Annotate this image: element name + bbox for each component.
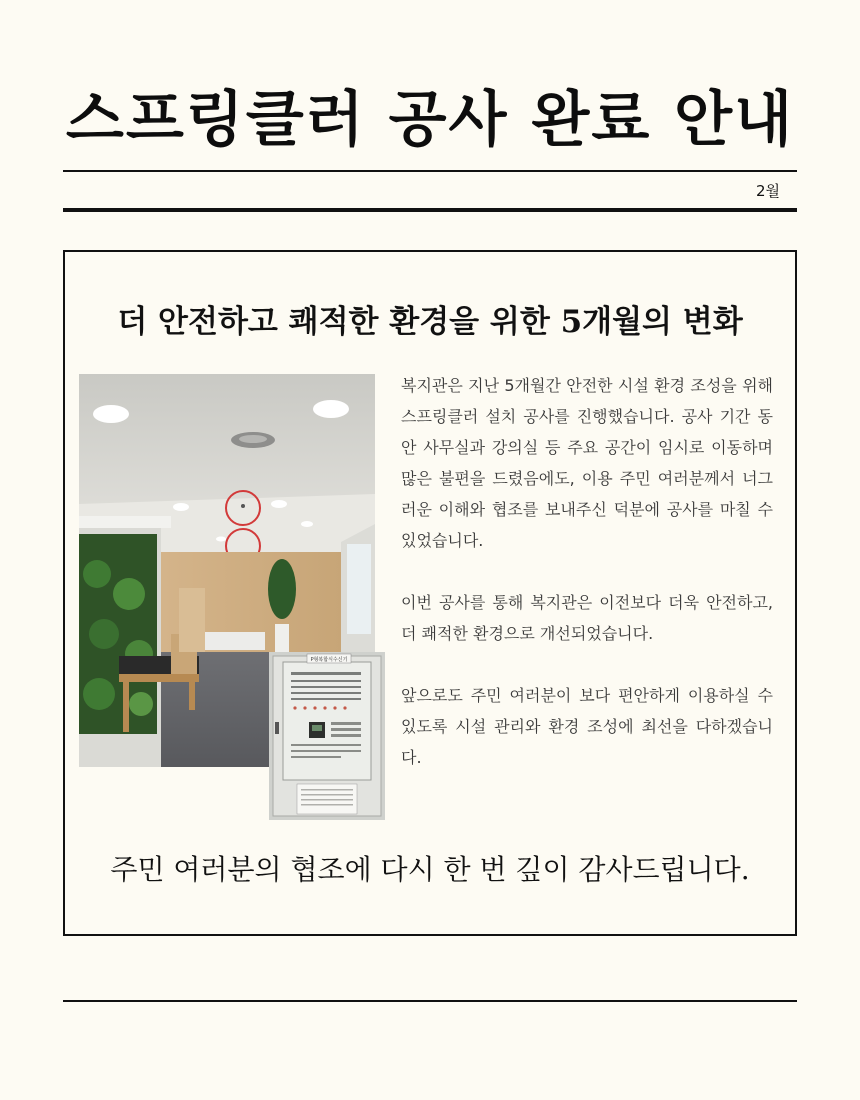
top-divider [63, 170, 797, 172]
bottom-divider [63, 1000, 797, 1002]
fire-panel-photo [269, 652, 385, 820]
page-title: 스프링클러 공사 완료 안내 [65, 85, 795, 155]
paragraph-3: 앞으로도 주민 여러분이 보다 편안하게 이용하실 수 있도록 시설 관리와 환경 조성에 최선을 다하겠습니다. [401, 686, 773, 767]
notice-body [401, 370, 773, 773]
notice-box [63, 250, 797, 936]
header-divider [63, 208, 797, 212]
paragraph-1: 복지관은 지난 5개월간 안전한 시설 환경 조성을 위해스프링클러 설치 공사를 진행했습니다. 공사 기간 동안 사무실과 강의실 등 주요 공간이 임시로 이동하며 많은 불편을 드렸음에도, 이용 주민 여러분께서 너그러운 이해와 협조를 보내주신 덕분에 공사를 마칠 수 있었습니다. [401, 376, 773, 550]
paragraph-2: 이번 공사를 통해 복지관은 이전보다 더욱 안전하고, 더 쾌적한 환경으로 개선되었습니다. [401, 593, 773, 643]
notice-subtitle: 더 안전하고 쾌적한 환경을 위한 5개월의 변화 [117, 304, 743, 340]
panel-label: P형복합식수신기 [310, 657, 348, 663]
closing-message: 주민 여러분의 협조에 다시 한 번 깊이 감사드립니다. [110, 853, 750, 886]
month-label: 2월 [755, 182, 780, 200]
